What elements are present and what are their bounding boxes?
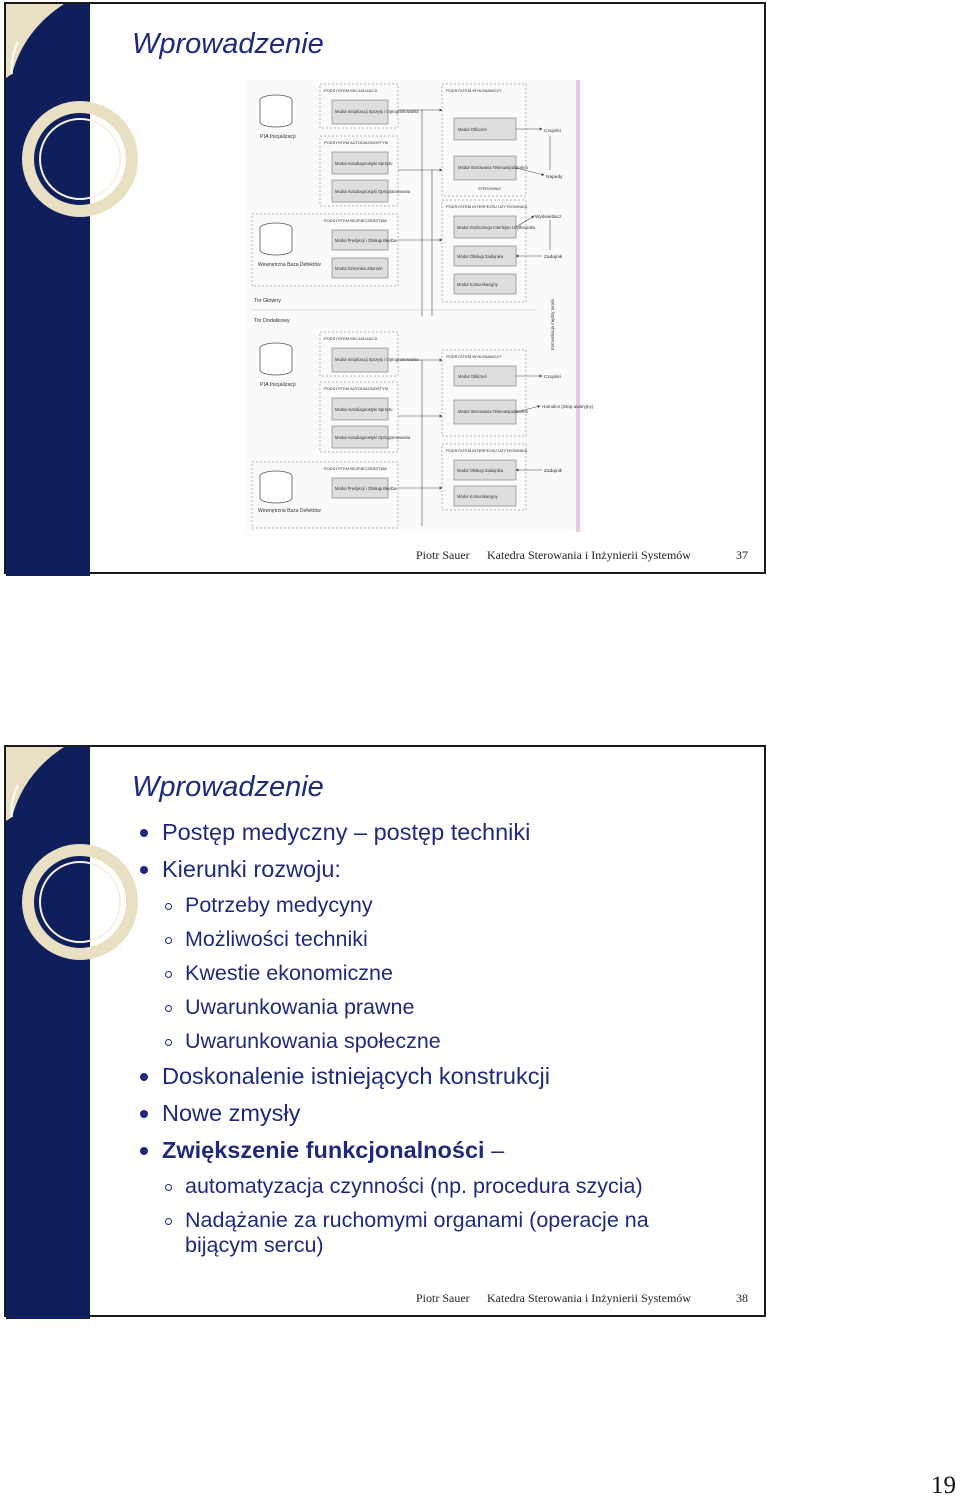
ext-master-label: Zadajnik <box>544 255 563 260</box>
database-icon <box>260 95 292 127</box>
mod-diag-sw-lower-label: Moduł Autodiagnostyki Oprogramowania <box>335 435 411 440</box>
mod-diag-hw-lower-label: Moduł Autodiagnostyki Sprzętu <box>335 407 393 412</box>
mod-calc-lower-label: Moduł Obliczeń <box>458 374 487 379</box>
footer-page-number: 38 <box>736 1291 748 1305</box>
mod-predict-lower-label: Moduł Predykcji i Obsługi Błędów <box>335 486 397 491</box>
sub-diag-label: PODSYSTEM AUTODIAGNOSTYKI <box>324 140 389 145</box>
ext-drives-label: Napędy <box>546 175 563 180</box>
slide-title: Wprowadzenie <box>132 28 324 60</box>
bullet-list <box>136 819 746 1267</box>
sub-diag-lower-label: PODSYSTEM AUTODIAGNOSTYKI <box>324 386 389 391</box>
bullet-dash: – <box>484 1137 505 1163</box>
ext-sensors-label: Czujniki <box>544 129 561 134</box>
sub-bullet-item: Uwarunkowania prawne <box>136 995 746 1020</box>
sub-bullet-line: bijącym sercu) <box>185 1233 324 1257</box>
slide-38 <box>4 745 766 1317</box>
slide-title: Wprowadzenie <box>132 771 324 803</box>
footer-author: Piotr Sauer <box>416 548 470 562</box>
mod-ctrl-label: Moduł Sterowania Telemanipulatorem <box>458 165 528 170</box>
mod-init-lower-label: Moduł Inicjalizacji Sprzętu i Oprogramowania <box>335 357 419 362</box>
ext-master-lower-label: Zadajnik <box>544 469 563 474</box>
sub-bullet-item <box>136 1208 746 1258</box>
mod-gui-label: Moduł Graficznego Interfejsu Użytkownika <box>457 225 536 230</box>
db-init-lower-label: PIA Inicjalizacji <box>260 382 296 388</box>
bullet-item <box>136 1137 746 1163</box>
mod-comm-lower-label: Moduł Komunikacyjny <box>457 494 498 499</box>
bullet-item: Nowe zmysły <box>136 1100 746 1126</box>
database-icon <box>260 471 292 503</box>
footer-department: Katedra Sterowania i Inżynierii Systemów <box>487 1291 691 1305</box>
system-architecture-diagram <box>246 80 594 532</box>
mod-calc-label: Moduł Obliczeń <box>458 127 487 132</box>
sub-bullet-item: Kwestie ekonomiczne <box>136 961 746 986</box>
db-defects-lower-label: Wewnętrzna Baza Defektów <box>258 508 321 514</box>
ext-sensors-lower-label: Czujniki <box>544 375 561 380</box>
database-icon <box>260 343 292 375</box>
sub-safety-label: PODSYSTEM BEZPIECZEŃSTWA <box>324 218 387 223</box>
track-main-label: Tor Główny <box>254 298 281 304</box>
bullet-item: Doskonalenie istniejących konstrukcji <box>136 1063 746 1089</box>
sub-bullet-line: Nadążanie za ruchomymi organami (operacje na <box>185 1208 649 1232</box>
link-label: Komunikacja między torami <box>550 298 555 350</box>
mod-ctrl-lower-label: Moduł Sterowania Telemanipulatorem <box>458 409 528 414</box>
footer-department: Katedra Sterowania i Inżynierii Systemów <box>487 548 691 562</box>
mod-log-label: Moduł Dziennika Zdarzeń <box>335 266 383 271</box>
mod-init-label: Moduł Inicjalizacji Sprzętu i Oprogramowania <box>335 109 419 114</box>
ext-brake-lower-label: Hamulce (Stop awaryjny) <box>542 404 594 409</box>
sub-init-label: PODSYSTEM INICJALIZACJI <box>324 88 378 93</box>
sub-bullet-item: automatyzacja czynności (np. procedura szycia) <box>136 1174 746 1199</box>
db-init-label: PIA Inicjalizacji <box>260 134 296 140</box>
sub-bullet-item: Uwarunkowania społeczne <box>136 1029 746 1054</box>
db-defects-label: Wewnętrzna Baza Defektów <box>258 262 321 268</box>
bullet-item: Kierunki rozwoju: <box>136 856 746 882</box>
sub-exec-lower-label: PODSYSTEM WYKONAWCZY <box>446 354 502 359</box>
bullet-bold-text: Zwiększenie funkcjonalności <box>162 1137 485 1163</box>
sub-bullet-item: Potrzeby medycyny <box>136 893 746 918</box>
mod-diag-sw-label: Moduł Autodiagnostyki Oprogramowania <box>335 189 411 194</box>
database-icon <box>260 223 292 255</box>
mod-comm-label: Moduł Komunikacyjny <box>457 282 498 287</box>
mod-task-lower-label: Moduł Obsługi Zadajnika <box>457 468 504 473</box>
sub-safety-lower-label: PODSYSTEM BEZPIECZEŃSTWA <box>324 466 387 471</box>
sub-init-lower-label: PODSYSTEM INICJALIZACJI <box>324 336 378 341</box>
mod-predict-label: Moduł Predykcji i Obsługi Błędów <box>335 238 397 243</box>
sub-ui-lower-label: PODSYSTEM INTERFEJSU UŻYTKOWNIKA <box>446 448 528 453</box>
sub-ui-label: PODSYSTEM INTERFEJSU UŻYTKOWNIKA <box>446 204 528 209</box>
sheet-page-number: 19 <box>931 1472 956 1499</box>
mod-diag-hw-label: Moduł Autodiagnostyki Sprzętu <box>335 161 393 166</box>
slide-37 <box>4 2 766 574</box>
decorative-side-band <box>6 747 90 1315</box>
bullet-item: Postęp medyczny – postęp techniki <box>136 819 746 845</box>
sub-exec-label: PODSYSTEM WYKONAWCZY <box>446 88 502 93</box>
footer-page-number: 37 <box>736 548 748 562</box>
ctrl-label: STEROWNIK <box>478 187 501 191</box>
decorative-side-band <box>6 4 90 572</box>
sub-bullet-item: Możliwości techniki <box>136 927 746 952</box>
mod-task-label: Moduł Obsługi Zadajnika <box>457 254 504 259</box>
footer-author: Piotr Sauer <box>416 1291 470 1305</box>
ext-display-label: Wyświetlacz <box>535 215 562 220</box>
track-extra-label: Tor Dodatkowy <box>254 318 290 324</box>
